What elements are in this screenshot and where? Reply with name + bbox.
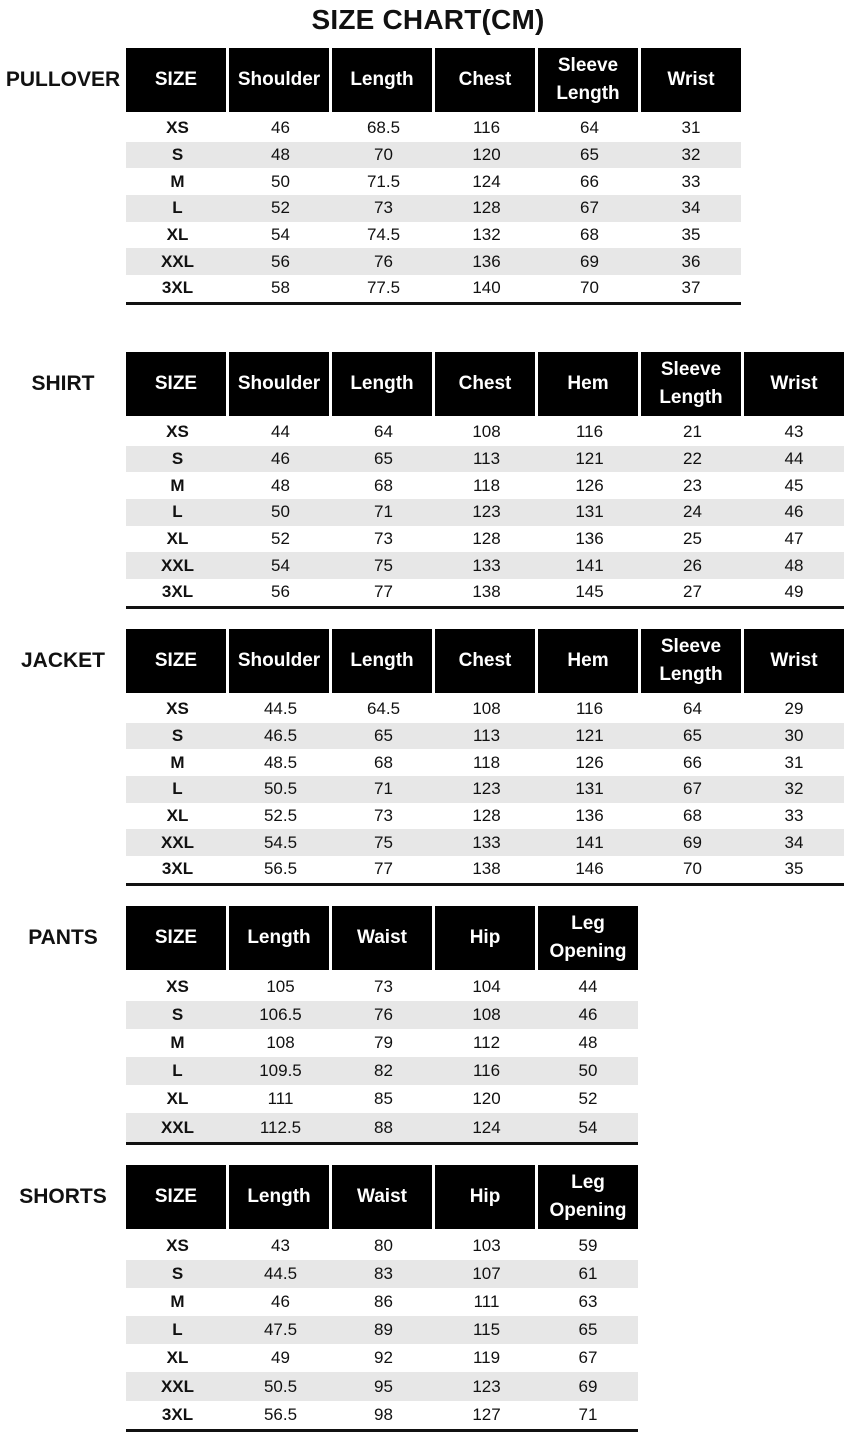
table-cell: 45 (784, 475, 804, 495)
table-cell: 133 (472, 555, 501, 575)
column-header: Waist (332, 1165, 432, 1229)
table-cell: 76 (374, 251, 393, 271)
table-cell: 35 (681, 225, 701, 245)
table-cell: 124 (472, 171, 501, 191)
table-cell: 48.5 (263, 752, 298, 772)
size-cell: L (172, 1320, 183, 1340)
table-cell: 141 (575, 832, 604, 852)
table-cell: 21 (683, 422, 702, 442)
table-row (126, 856, 844, 883)
table-cell: 56 (271, 251, 290, 271)
table-cell: 146 (575, 859, 604, 879)
table-cell: 108 (472, 1005, 501, 1025)
table-cell: 113 (472, 449, 501, 469)
table-cell: 27 (683, 582, 702, 602)
table-cell: 43 (271, 1236, 290, 1256)
table-row (126, 1113, 638, 1141)
shorts-table (126, 1165, 638, 1432)
table-row (126, 1288, 638, 1316)
header-row (126, 48, 741, 112)
header-row (126, 629, 844, 693)
table-cell: 77 (374, 582, 393, 602)
size-cell: XXL (160, 1376, 195, 1396)
table-cell: 89 (374, 1320, 393, 1340)
table-cell: 54 (271, 555, 290, 575)
size-cell: XS (166, 118, 189, 138)
table-cell: 69 (683, 832, 702, 852)
table-cell: 98 (374, 1404, 393, 1424)
table-row (126, 1029, 638, 1057)
column-header: Sleeve Length (538, 48, 638, 112)
table-cell: 68.5 (366, 118, 401, 138)
size-cell: S (171, 449, 184, 469)
column-header: Sleeve Length (641, 629, 741, 693)
table-cell: 119 (472, 1348, 501, 1368)
table-cell: 48 (784, 555, 804, 575)
table-row (126, 1316, 638, 1344)
column-header: Hem (538, 629, 638, 693)
table-cell: 95 (374, 1376, 393, 1396)
table-cell: 52 (578, 1089, 598, 1109)
table-cell: 116 (575, 422, 604, 442)
table-cell: 112.5 (259, 1117, 302, 1137)
table-cell: 118 (472, 752, 501, 772)
size-cell: 3XL (161, 1404, 194, 1424)
table-cell: 138 (472, 582, 501, 602)
table-cell: 26 (683, 555, 702, 575)
pants-table (126, 906, 638, 1145)
table-cell: 56.5 (263, 1404, 298, 1424)
table-cell: 33 (681, 171, 701, 191)
table-row (126, 275, 741, 302)
size-cell: XXL (160, 555, 195, 575)
header-row (126, 906, 638, 970)
column-header: Length (332, 48, 432, 112)
table-cell: 136 (575, 806, 604, 826)
size-cell: L (172, 779, 183, 799)
table-cell: 71.5 (366, 171, 401, 191)
size-cell: XXL (160, 832, 195, 852)
table-cell: 43 (784, 422, 804, 442)
column-header: Leg Opening (538, 906, 638, 970)
size-cell: S (171, 1005, 184, 1025)
table-cell: 29 (784, 699, 804, 719)
table-cell: 138 (472, 859, 501, 879)
table-row (126, 723, 844, 750)
table-cell: 132 (472, 225, 501, 245)
table-row (126, 1232, 638, 1260)
table-cell: 123 (472, 1376, 501, 1396)
table-cell: 34 (784, 832, 804, 852)
table-cell: 71 (374, 779, 393, 799)
table-cell: 128 (472, 529, 501, 549)
table-cell: 37 (681, 278, 701, 298)
table-cell: 71 (374, 502, 393, 522)
table-cell: 48 (271, 145, 290, 165)
column-header: SIZE (126, 906, 226, 970)
column-header: Shoulder (229, 352, 329, 416)
table-row (126, 1372, 638, 1400)
table-cell: 65 (580, 145, 599, 165)
table-cell: 48 (578, 1033, 598, 1053)
table-cell: 88 (374, 1117, 393, 1137)
size-cell: XXL (160, 251, 195, 271)
table-cell: 126 (575, 752, 604, 772)
size-cell: S (171, 145, 184, 165)
table-cell: 52 (271, 198, 290, 218)
size-cell: L (172, 1061, 183, 1081)
table-row (126, 803, 844, 830)
table-cell: 50.5 (263, 779, 298, 799)
table-cell: 86 (374, 1292, 393, 1312)
table-cell: 59 (578, 1236, 598, 1256)
table-cell: 66 (683, 752, 702, 772)
table-cell: 32 (681, 145, 701, 165)
table-cell: 116 (472, 118, 501, 138)
table-cell: 104 (472, 977, 501, 997)
table-cell: 73 (374, 198, 393, 218)
table-cell: 65 (374, 449, 393, 469)
column-header: Wrist (744, 352, 844, 416)
table-cell: 70 (374, 145, 393, 165)
table-row (126, 1057, 638, 1085)
size-cell: 3XL (161, 278, 194, 298)
size-cell: S (171, 726, 184, 746)
table-cell: 82 (374, 1061, 393, 1081)
table-cell: 50.5 (263, 1376, 298, 1396)
table-row (126, 1085, 638, 1113)
column-header: Leg Opening (538, 1165, 638, 1229)
table-cell: 54.5 (263, 832, 298, 852)
column-header: Hip (435, 906, 535, 970)
table-cell: 49 (271, 1348, 290, 1368)
table-row (126, 829, 844, 856)
size-cell: M (170, 1292, 185, 1312)
table-cell: 33 (784, 806, 804, 826)
table-cell: 30 (784, 726, 804, 746)
table-cell: 31 (784, 752, 804, 772)
table-cell: 133 (472, 832, 501, 852)
table-cell: 52.5 (263, 806, 298, 826)
size-cell: 3XL (161, 582, 194, 602)
table-cell: 64.5 (366, 699, 401, 719)
table-cell: 61 (578, 1264, 598, 1284)
size-cell: XS (166, 422, 189, 442)
table-row (126, 222, 741, 249)
table-cell: 50 (271, 502, 290, 522)
table-cell: 136 (472, 251, 501, 271)
table-row (126, 142, 741, 169)
size-cell: M (170, 752, 185, 772)
table-cell: 103 (472, 1236, 501, 1256)
table-row (126, 472, 844, 499)
table-cell: 73 (374, 977, 393, 997)
table-cell: 69 (578, 1376, 598, 1396)
column-header: Wrist (744, 629, 844, 693)
table-cell: 56 (271, 582, 290, 602)
table-cell: 116 (472, 1061, 501, 1081)
size-cell: L (172, 502, 183, 522)
size-cell: XS (166, 977, 189, 997)
size-cell: 3XL (161, 859, 194, 879)
table-cell: 115 (472, 1320, 501, 1340)
table-cell: 46 (784, 502, 804, 522)
column-header: Wrist (641, 48, 741, 112)
column-header: Length (332, 629, 432, 693)
table-cell: 50 (578, 1061, 598, 1081)
table-cell: 126 (575, 475, 604, 495)
size-cell: L (172, 198, 183, 218)
table-row (126, 1344, 638, 1372)
table-cell: 69 (580, 251, 599, 271)
column-header: Shoulder (229, 48, 329, 112)
table-cell: 128 (472, 806, 501, 826)
table-cell: 107 (472, 1264, 501, 1284)
size-cell: XL (166, 225, 189, 245)
table-cell: 131 (575, 502, 604, 522)
table-cell: 79 (374, 1033, 393, 1053)
table-cell: 121 (575, 449, 604, 469)
table-cell: 44 (271, 422, 290, 442)
pullover-table (126, 48, 741, 305)
table-row (126, 248, 741, 275)
table-cell: 44 (784, 449, 804, 469)
column-header: Sleeve Length (641, 352, 741, 416)
table-cell: 111 (473, 1292, 500, 1312)
size-cell: XL (166, 529, 189, 549)
table-cell: 140 (472, 278, 501, 298)
table-cell: 65 (578, 1320, 598, 1340)
table-cell: 120 (472, 145, 501, 165)
table-cell: 74.5 (366, 225, 401, 245)
table-cell: 34 (681, 198, 701, 218)
table-cell: 67 (578, 1348, 598, 1368)
table-cell: 64 (374, 422, 393, 442)
table-row (126, 419, 844, 446)
column-header: Length (229, 1165, 329, 1229)
table-cell: 35 (784, 859, 804, 879)
table-cell: 66 (580, 171, 599, 191)
column-header: SIZE (126, 352, 226, 416)
column-header: Hip (435, 1165, 535, 1229)
table-cell: 52 (271, 529, 290, 549)
table-row (126, 1001, 638, 1029)
size-cell: XL (166, 1089, 189, 1109)
table-cell: 75 (374, 832, 393, 852)
table-cell: 63 (578, 1292, 598, 1312)
size-cell: M (170, 171, 185, 191)
section-label: SHIRT (31, 372, 95, 395)
table-row (126, 195, 741, 222)
table-cell: 68 (580, 225, 599, 245)
section-label: SHORTS (19, 1185, 107, 1208)
size-cell: XXL (160, 1117, 195, 1137)
table-cell: 73 (374, 529, 393, 549)
table-cell: 68 (683, 806, 702, 826)
table-cell: 64 (580, 118, 599, 138)
table-cell: 32 (784, 779, 804, 799)
size-cell: M (170, 1033, 185, 1053)
table-cell: 118 (472, 475, 501, 495)
table-cell: 121 (575, 726, 604, 746)
table-cell: 108 (472, 699, 501, 719)
size-cell: XS (166, 699, 189, 719)
table-cell: 108 (266, 1033, 295, 1053)
size-cell: XL (166, 806, 189, 826)
shirt-table (126, 352, 844, 609)
table-cell: 68 (374, 475, 393, 495)
table-cell: 46 (271, 1292, 290, 1312)
table-cell: 47 (784, 529, 804, 549)
table-cell: 46 (271, 118, 290, 138)
section-label: PULLOVER (5, 68, 121, 91)
table-cell: 44.5 (263, 1264, 298, 1284)
table-cell: 44.5 (263, 699, 298, 719)
table-row (126, 749, 844, 776)
table-row (126, 1401, 638, 1429)
table-cell: 36 (681, 251, 701, 271)
table-row (126, 446, 844, 473)
table-cell: 83 (374, 1264, 393, 1284)
table-cell: 106.5 (259, 1005, 302, 1025)
table-cell: 31 (681, 118, 701, 138)
table-cell: 109.5 (259, 1061, 302, 1081)
column-header: Chest (435, 48, 535, 112)
table-cell: 76 (374, 1005, 393, 1025)
column-header: Chest (435, 352, 535, 416)
table-row (126, 1260, 638, 1288)
table-cell: 47.5 (263, 1320, 298, 1340)
column-header: Waist (332, 906, 432, 970)
table-cell: 131 (575, 779, 604, 799)
size-cell: XS (166, 1236, 189, 1256)
table-row (126, 526, 844, 553)
table-cell: 108 (472, 422, 501, 442)
table-cell: 127 (472, 1404, 501, 1424)
table-cell: 123 (472, 502, 501, 522)
table-cell: 116 (575, 699, 604, 719)
column-header: SIZE (126, 1165, 226, 1229)
table-cell: 92 (374, 1348, 393, 1368)
header-row (126, 352, 844, 416)
table-cell: 67 (683, 779, 702, 799)
table-cell: 54 (578, 1117, 598, 1137)
column-header: Chest (435, 629, 535, 693)
column-header: Shoulder (229, 629, 329, 693)
table-row (126, 552, 844, 579)
table-cell: 123 (472, 779, 501, 799)
table-cell: 56.5 (263, 859, 298, 879)
table-cell: 77.5 (366, 278, 401, 298)
table-cell: 120 (472, 1089, 501, 1109)
size-cell: M (170, 475, 185, 495)
table-cell: 112 (472, 1033, 501, 1053)
table-row (126, 579, 844, 606)
size-cell: XL (166, 1348, 189, 1368)
table-cell: 48 (271, 475, 290, 495)
table-cell: 71 (578, 1404, 598, 1424)
table-cell: 85 (374, 1089, 393, 1109)
page-title: SIZE CHART(CM) (311, 4, 545, 35)
table-cell: 68 (374, 752, 393, 772)
table-cell: 64 (683, 699, 702, 719)
column-header: Length (229, 906, 329, 970)
table-cell: 58 (271, 278, 290, 298)
table-cell: 70 (683, 859, 702, 879)
column-header: Length (332, 352, 432, 416)
table-cell: 141 (575, 555, 604, 575)
table-cell: 113 (472, 726, 501, 746)
column-header: SIZE (126, 48, 226, 112)
table-cell: 65 (683, 726, 702, 746)
jacket-table (126, 629, 844, 886)
table-row (126, 168, 741, 195)
table-row (126, 776, 844, 803)
table-cell: 77 (374, 859, 393, 879)
section-label: PANTS (28, 926, 98, 949)
table-cell: 46 (578, 1005, 598, 1025)
table-cell: 50 (271, 171, 290, 191)
table-row (126, 115, 741, 142)
table-cell: 70 (580, 278, 599, 298)
table-cell: 54 (271, 225, 290, 245)
table-cell: 46 (271, 449, 290, 469)
header-row (126, 1165, 638, 1229)
column-header: Hem (538, 352, 638, 416)
table-cell: 105 (266, 977, 295, 997)
table-row (126, 499, 844, 526)
table-cell: 145 (575, 582, 604, 602)
table-cell: 67 (580, 198, 599, 218)
table-cell: 111 (267, 1089, 294, 1109)
section-label: JACKET (20, 649, 105, 672)
table-cell: 25 (683, 529, 702, 549)
size-cell: S (171, 1264, 184, 1284)
column-header: SIZE (126, 629, 226, 693)
table-cell: 80 (374, 1236, 393, 1256)
table-row (126, 973, 638, 1001)
table-cell: 23 (683, 475, 702, 495)
table-cell: 73 (374, 806, 393, 826)
table-cell: 65 (374, 726, 393, 746)
table-cell: 75 (374, 555, 393, 575)
table-cell: 49 (784, 582, 804, 602)
table-cell: 24 (683, 502, 702, 522)
table-cell: 128 (472, 198, 501, 218)
table-cell: 22 (683, 449, 702, 469)
table-cell: 44 (578, 977, 598, 997)
table-cell: 124 (472, 1117, 501, 1137)
table-cell: 46.5 (263, 726, 298, 746)
table-row (126, 696, 844, 723)
table-cell: 136 (575, 529, 604, 549)
